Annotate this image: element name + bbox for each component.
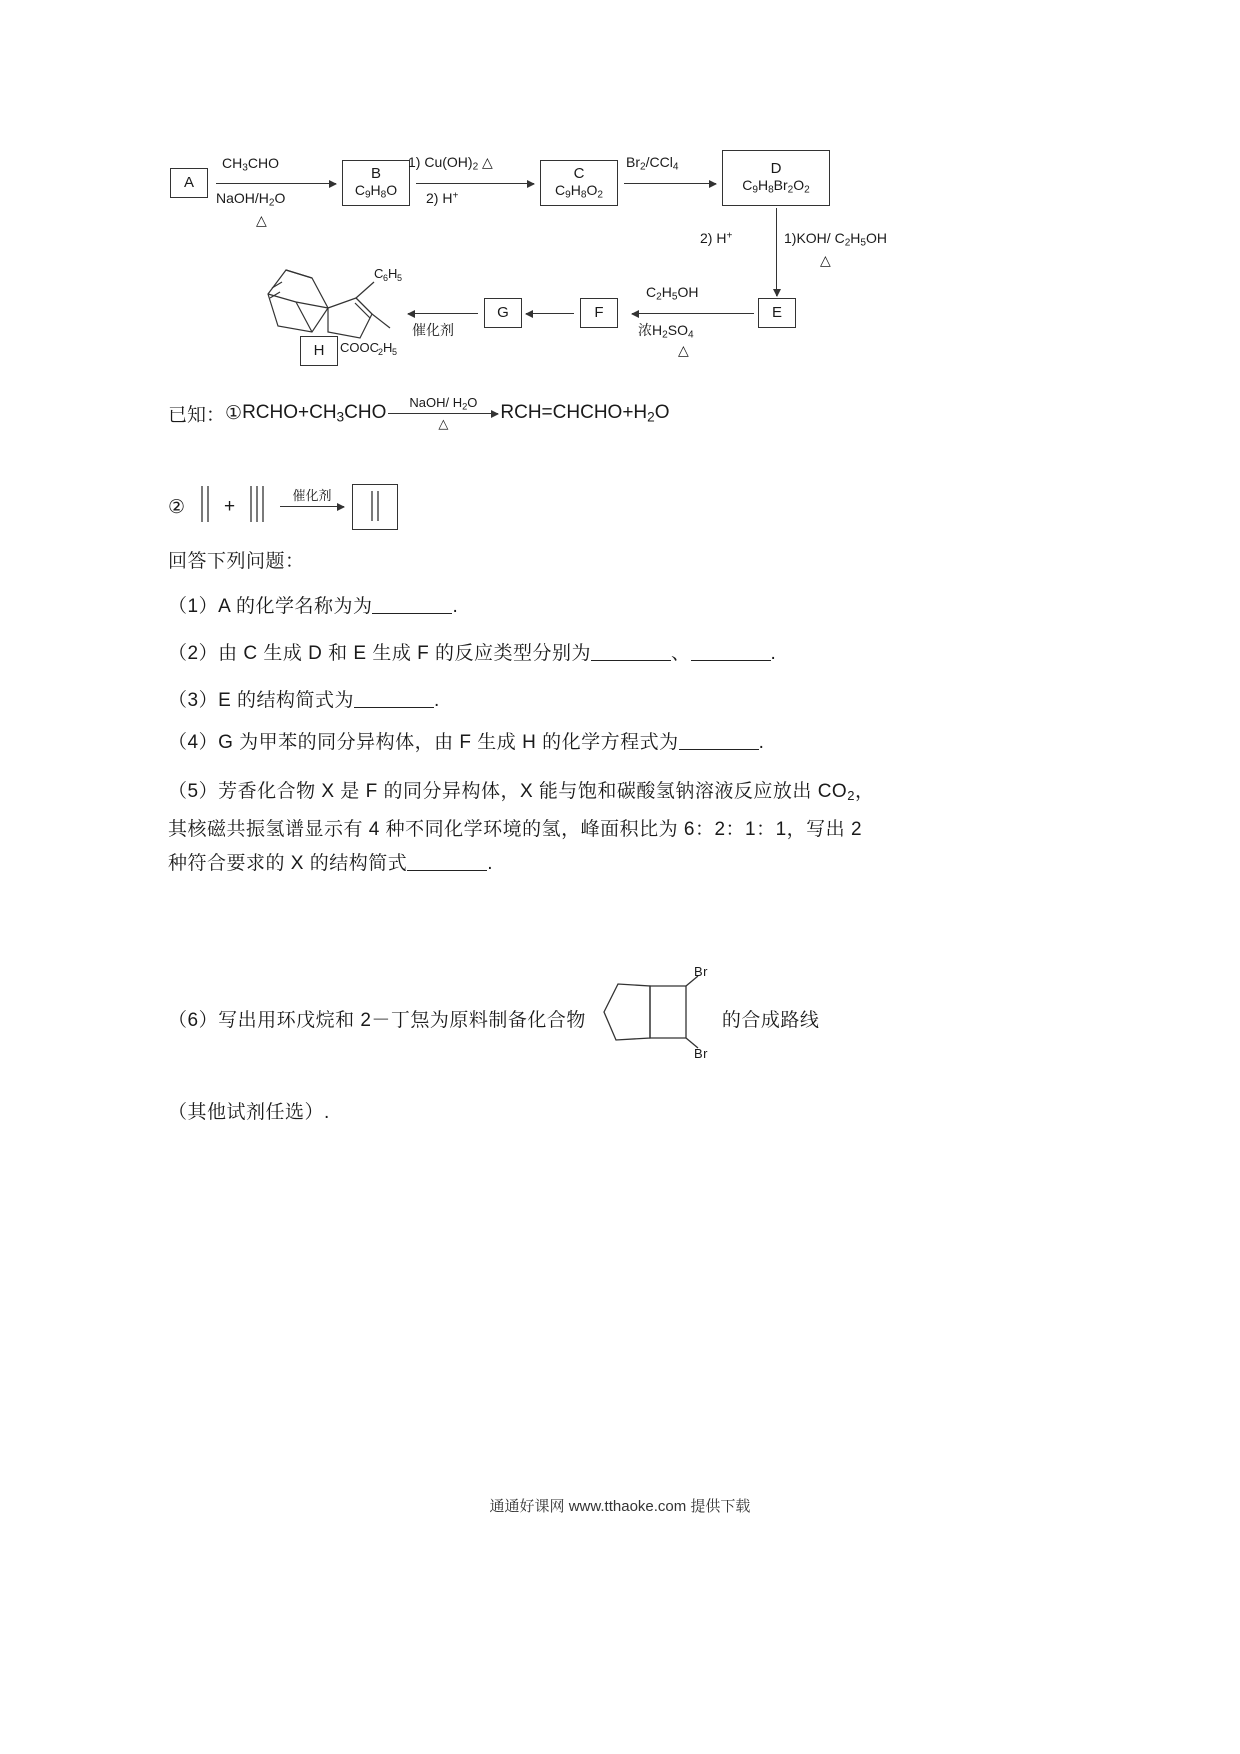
question-5-line-2 [168, 813, 1098, 847]
svg-text:H: H [383, 340, 393, 355]
known-item1-right: $RCH=CHCHO+H_2O$ [500, 402, 670, 425]
condition-d-to-e-right: 1)KOH/ $C_2H_5OH$ [784, 230, 888, 249]
known-title: 已知： [168, 405, 226, 426]
condition-a-to-b-delta: △ [256, 212, 267, 228]
question-3-text: （3）E 的结构简式为 [168, 690, 355, 711]
question-6-text: （6）写出用环戊烷和 2－丁炰为原料制备化合物 [168, 1010, 586, 1031]
arrow-b-to-c [416, 183, 534, 184]
scheme-box-h-label: H [313, 342, 325, 360]
question-1 [168, 590, 1098, 624]
question-6-line-2 [168, 1096, 1098, 1130]
question-5-line-2-text: 其核磁共振氢谱显示有 4 种不同化学环境的氢，峰面积比为 6：2：1：1，写出 2 [168, 819, 863, 840]
svg-text:Br: Br [693, 1046, 708, 1061]
known-item1-left: $RCHO+CH_3CHO$ [242, 402, 387, 425]
question-3-period: . [434, 690, 440, 711]
svg-text:Br: Br [693, 964, 708, 979]
question-5-line-1-comma: ， [854, 781, 875, 802]
condition-g-to-h: 催化剂 [412, 322, 454, 338]
question-5-period: . [487, 853, 494, 874]
question-2-text: （2）由 C 生成 D 和 E 生成 F 的反应类型分别为 [168, 643, 592, 664]
known-item1-above: NaOH/ $H_2O$ [409, 394, 478, 411]
question-4-blank[interactable] [679, 732, 759, 750]
known-conditions [168, 394, 670, 431]
arrow-d-to-e [776, 208, 777, 296]
scheme-box-c-formula: $C_9H_8O_2$ [555, 182, 603, 201]
question-6-structure-icon [594, 960, 714, 1070]
scheme-box-b-formula: $C_9H_8O$ [354, 182, 398, 201]
questions-lead-text: 回答下列问题： [168, 551, 305, 572]
scheme-box-c-label: C [573, 164, 585, 182]
compound-h-structure [256, 252, 426, 362]
condition-a-to-b-bottom: NaOH/$H_2O$ [216, 190, 286, 209]
condition-e-to-f-top: $C_2H_5OH$ [646, 284, 699, 303]
svg-text:H: H [388, 266, 398, 281]
condition-a-to-b-top: $CH_3CHO$ [222, 155, 279, 174]
question-4 [168, 726, 1098, 760]
scheme-box-d-formula: $C_9H_8Br_2O_2$ [742, 177, 810, 196]
scheme-box-d [722, 150, 830, 206]
known-item2-index: ② [168, 497, 186, 518]
scheme-box-f [580, 298, 618, 328]
known-item1-arrow [388, 394, 498, 431]
question-6 [168, 960, 1098, 1130]
known-item1-index: ① [225, 403, 243, 424]
known-item2-arrow [280, 488, 344, 507]
scheme-box-b [342, 160, 410, 206]
question-1-text: （1）A 的化学名称为为 [168, 596, 373, 617]
question-5-line-3-text: 种符合要求的 X 的结构简式 [168, 853, 408, 874]
known-item2-product-box [352, 484, 398, 530]
page-footer [0, 1495, 1240, 1516]
scheme-box-g-label: G [497, 304, 509, 322]
question-6-text-tail: 的合成路线 [721, 1010, 820, 1031]
arrow-a-to-b [216, 183, 336, 184]
svg-text:5: 5 [392, 347, 398, 357]
condition-d-to-e-left: 2) H+ [700, 230, 733, 246]
scheme-box-h [300, 336, 338, 366]
question-5-line-1 [168, 775, 1098, 813]
arrow-f-to-g [526, 313, 574, 314]
question-6-line-2-text: （其他试剂任选）. [168, 1102, 330, 1123]
question-5-line-3 [168, 847, 1098, 881]
arrow-c-to-d [624, 183, 716, 184]
question-2-period: . [770, 643, 777, 664]
svg-text:COOC: COOC [340, 340, 379, 355]
condition-b-to-c-top: 1) $Cu(OH)_2$ △ [408, 154, 493, 173]
known-item2-product-icon [353, 485, 395, 527]
svg-text:C: C [374, 266, 384, 281]
question-5 [168, 775, 1098, 881]
scheme-box-e-label: E [771, 304, 782, 322]
question-2-sep: 、 [671, 643, 691, 664]
question-2 [168, 637, 1098, 671]
known-item1-below: △ [438, 416, 449, 431]
condition-e-to-f-bottom: 浓$H_2SO_4$ [638, 322, 694, 341]
condition-e-to-f-delta: △ [678, 342, 689, 358]
known-item2-above: 催化剂 [292, 488, 332, 503]
footer-text: 通通好课网 www.tthaoke.com 提供下载 [489, 1498, 751, 1515]
svg-text:2: 2 [378, 347, 384, 357]
scheme-box-a [170, 168, 208, 198]
known-item2-plus: + [224, 496, 236, 517]
question-1-period: . [452, 596, 459, 617]
question-6-line-1 [168, 960, 1098, 1082]
scheme-box-b-label: B [370, 164, 381, 182]
question-5-line-1-text: （5）芳香化合物 X 是 F 的同分异构体，X 能与饱和碳酸氢钠溶液反应放出 CO [168, 781, 848, 802]
svg-text:6: 6 [383, 273, 389, 283]
question-5-blank[interactable] [407, 853, 487, 871]
question-4-text: （4）G 为甲苯的同分异构体，由 F 生成 H 的化学方程式为 [168, 732, 679, 753]
question-2-blank-2[interactable] [691, 643, 771, 661]
condition-c-to-d: $Br_2/CCl_4$ [626, 154, 679, 173]
scheme-box-g [484, 298, 522, 328]
reaction-scheme-diagram [160, 140, 1100, 380]
scheme-box-d-label: D [770, 159, 782, 177]
known-item2-diene-icon [194, 480, 220, 528]
scheme-box-a-label: A [183, 174, 194, 192]
question-3-blank[interactable] [354, 690, 434, 708]
condition-d-to-e-delta: △ [820, 252, 831, 268]
question-6-structure [594, 960, 714, 1082]
scheme-box-f-label: F [594, 304, 604, 322]
known-item-1 [168, 394, 670, 431]
question-1-blank[interactable] [372, 596, 452, 614]
scheme-box-c [540, 160, 618, 206]
question-5-co2-sub: 2 [847, 788, 855, 803]
known-item2-alkyne-icon [244, 480, 274, 528]
question-4-period: . [758, 732, 765, 753]
scheme-box-e [758, 298, 796, 328]
question-3 [168, 684, 1098, 718]
condition-b-to-c-bottom: 2) H+ [426, 190, 459, 206]
question-2-blank-1[interactable] [591, 643, 671, 661]
questions-lead [168, 545, 1098, 579]
svg-text:5: 5 [397, 273, 403, 283]
arrow-e-to-f [632, 313, 754, 314]
